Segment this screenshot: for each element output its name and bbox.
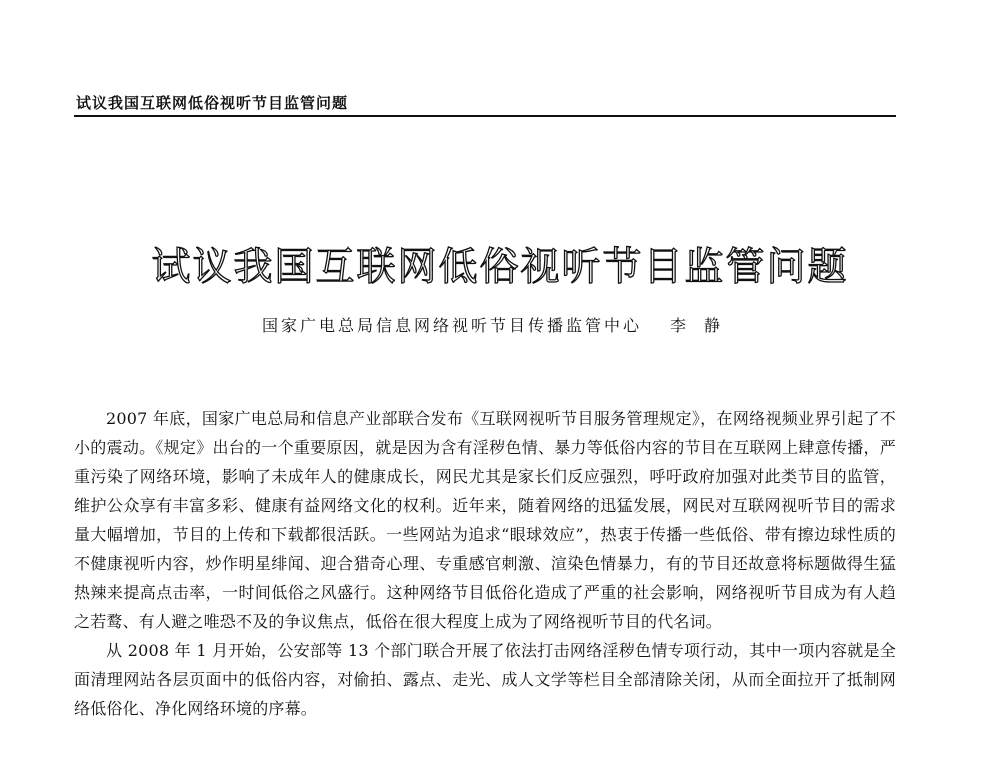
article-body [74, 404, 896, 723]
author-name: 李静 [670, 316, 739, 335]
header-rule [74, 115, 896, 117]
byline [0, 313, 1000, 336]
paragraph: 2007 年底，国家广电总局和信息产业部联合发布《互联网视听节目服务管理规定》，在网络视频业界引起了不小的震动。《规定》出台的一个重要原因，就是因为含有淫秽色情、暴力等低俗内容的节目在互联网上肆意传播，严重污染了网络环境，影响了未成年人的健康成长，网民尤其是家长们反应强烈，呼吁政府加强对此类节目的监管，维护公众享有丰富多彩、健康有益网络文化的权利。近年来，随着网络的迅猛发展，网民对互联网视听节目的需求量大幅增加，节目的上传和下载都很活跃。一些网站为追求“眼球效应”，热衷于传播一些低俗、带有擦边球性质的不健康视听内容，炒作明星绯闻、迎合猎奇心理、专重感官刺激、渲染色情暴力，有的节目还故意将标题做得生猛热辣来提高点击率，一时间低俗之风盛行。这种网络节目低俗化造成了严重的社会影响，网络视听节目成为有人趋之若鹜、有人避之唯恐不及的争议焦点，低俗在很大程度上成为了网络视听节目的代名词。 [74, 409, 896, 631]
article-title: 试议我国互联网低俗视听节目监管问题 [151, 245, 849, 291]
author-affiliation: 国家广电总局信息网络视听节目传播监管中心 [261, 316, 642, 335]
running-head: 试议我国互联网低俗视听节目监管问题 [76, 94, 349, 112]
paragraph: 从 2008 年 1 月开始，公安部等 13 个部门联合开展了依法打击网络淫秽色情专项行动，其中一项内容就是全面清理网站各层页面中的低俗内容，对偷拍、露点、走光、成人文学等栏目全部清除关闭，从而全面拉开了抵制网络低俗化、净化网络环境的序幕。 [74, 641, 896, 718]
